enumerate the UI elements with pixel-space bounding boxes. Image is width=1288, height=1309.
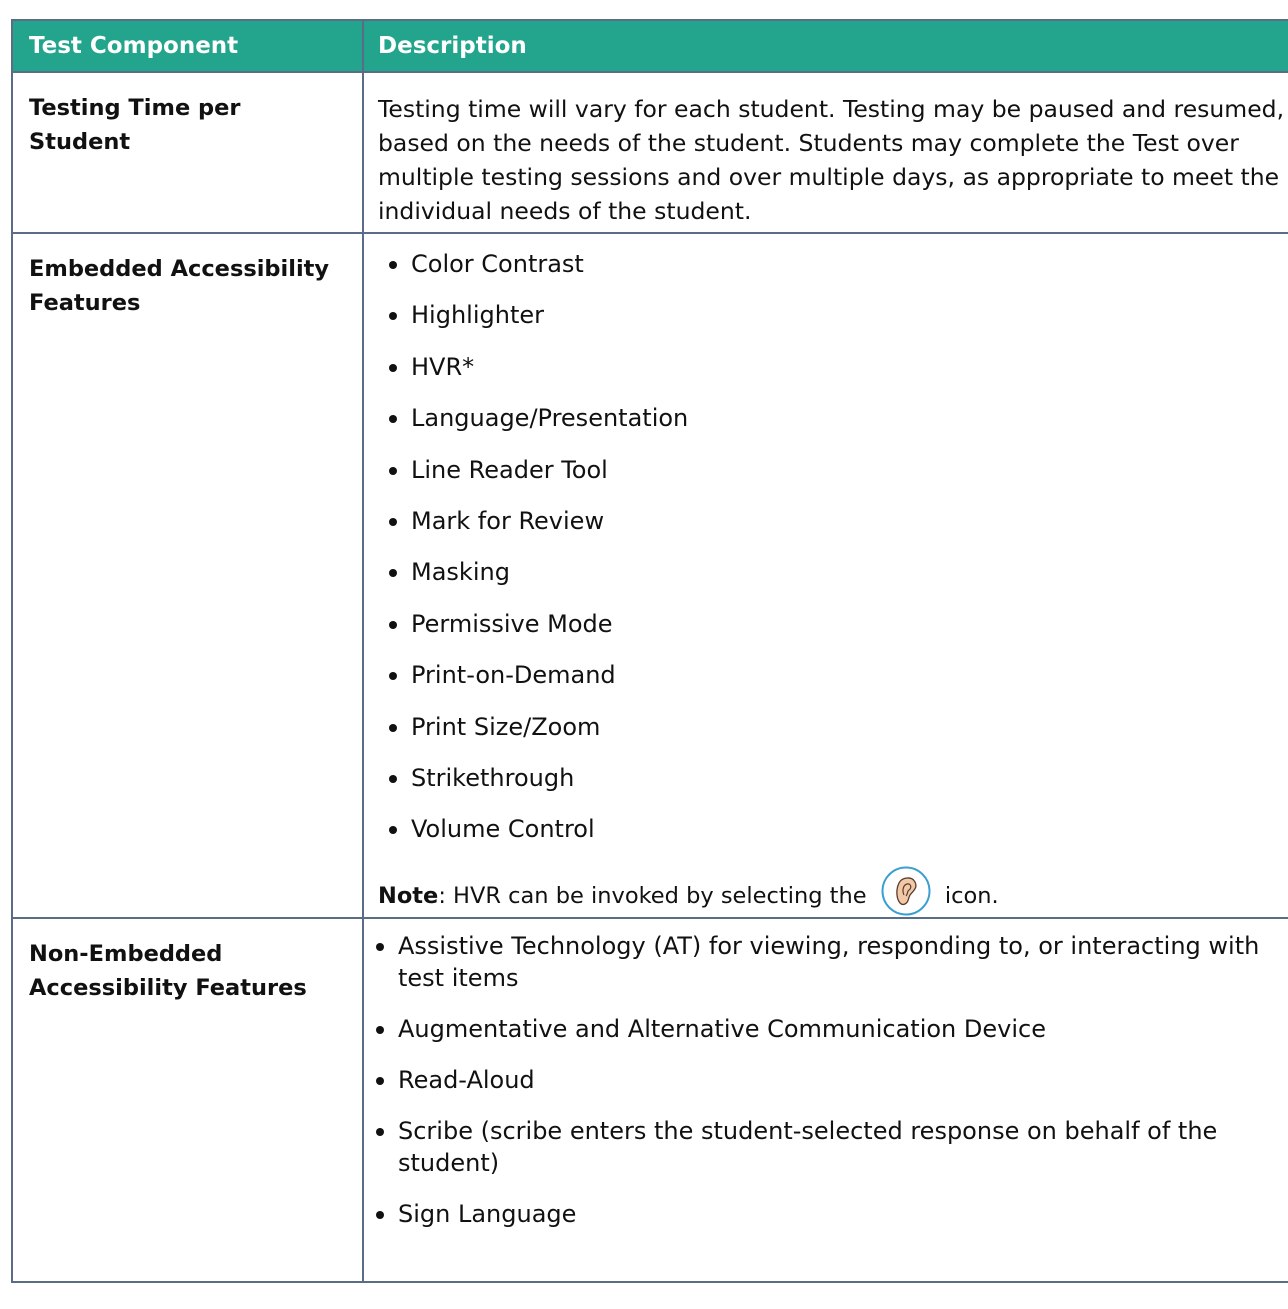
list-item: [364, 299, 1288, 331]
list-item: [364, 1198, 1288, 1230]
list-item-text: Assistive Technology (AT) for viewing, responding to, or interacting with test items: [398, 931, 1260, 992]
list-item: [364, 454, 1288, 486]
table-header-row: [12, 20, 1288, 72]
list-item: [364, 711, 1288, 743]
list-item: [364, 351, 1288, 383]
bullet: [376, 1026, 384, 1034]
list-item-text: Color Contrast: [411, 250, 584, 278]
table-row: [12, 918, 1288, 1282]
list-item: [364, 556, 1288, 588]
list-item-text: Volume Control: [411, 815, 595, 844]
bullet: [389, 312, 397, 320]
list-item: [364, 762, 1288, 794]
bullet: [389, 775, 397, 783]
list-item: [364, 608, 1288, 640]
list-item-text: HVR*: [411, 352, 475, 381]
bullet: [389, 621, 397, 629]
hvr-note: [364, 865, 1288, 917]
bullet: [376, 1128, 384, 1136]
embedded-features-list: [364, 234, 1288, 845]
non-embedded-features-list: [364, 919, 1288, 1230]
list-item: [364, 505, 1288, 537]
bullet: [376, 943, 384, 951]
list-item-text: Read-Aloud: [398, 1065, 535, 1094]
list-item-text: Sign Language: [398, 1199, 577, 1228]
list-item: [364, 813, 1288, 845]
note-text-end: icon.: [944, 882, 999, 909]
note-label: Note: [378, 882, 439, 909]
header-test-component: Test Component: [12, 20, 363, 72]
bullet: [389, 467, 397, 475]
list-item: [364, 248, 1288, 280]
list-item-text: Augmentative and Alternative Communication Device: [398, 1014, 1046, 1043]
components-table: [11, 19, 1288, 1283]
list-item: [364, 402, 1288, 434]
list-item-text: Highlighter: [411, 301, 544, 330]
list-item-text: Permissive Mode: [411, 609, 613, 638]
list-item-text: Print-on-Demand: [411, 661, 616, 690]
list-item: [364, 1064, 1288, 1096]
bullet: [389, 672, 397, 680]
list-item-text: Strikethrough: [411, 763, 575, 792]
bullet: [389, 569, 397, 577]
embedded-features-cell: [363, 233, 1288, 918]
bullet: [389, 415, 397, 423]
table-row: [12, 233, 1288, 918]
note-text: : HVR can be invoked by selecting the: [438, 882, 867, 909]
list-item-text: Print Size/Zoom: [411, 712, 601, 741]
list-item-text: Mark for Review: [411, 506, 605, 535]
header-description: Description: [363, 20, 1288, 72]
list-item-text: Line Reader Tool: [411, 455, 608, 484]
list-item: [364, 1013, 1288, 1045]
ear-icon: [880, 865, 932, 917]
list-item: [364, 1115, 1288, 1179]
table-row: [12, 72, 1288, 233]
row-label-non-embedded-features: Non-Embedded Accessibility Features: [12, 918, 363, 1282]
row-label-embedded-features: Embedded Accessibility Features: [12, 233, 363, 918]
row-label-testing-time: Testing Time per Student: [12, 72, 363, 233]
bullet: [389, 261, 397, 269]
list-item: [364, 930, 1288, 994]
list-item: [364, 659, 1288, 691]
bullet: [389, 364, 397, 372]
non-embedded-features-cell: [363, 918, 1288, 1282]
bullet: [389, 826, 397, 834]
bullet: [389, 724, 397, 732]
bullet: [376, 1077, 384, 1085]
list-item-text: Scribe (scribe enters the student-selected response on behalf of the student): [398, 1116, 1218, 1177]
list-item-text: Language/Presentation: [411, 404, 689, 433]
bullet: [376, 1211, 384, 1219]
testing-time-description: Testing time will vary for each student. Testing may be paused and resumed, based on the needs of the student. Students may complete the Test over multiple testing sessions and over multiple days, as appropriate to meet the individual needs of the student.: [363, 72, 1288, 233]
list-item-text: Masking: [411, 558, 510, 587]
bullet: [389, 518, 397, 526]
